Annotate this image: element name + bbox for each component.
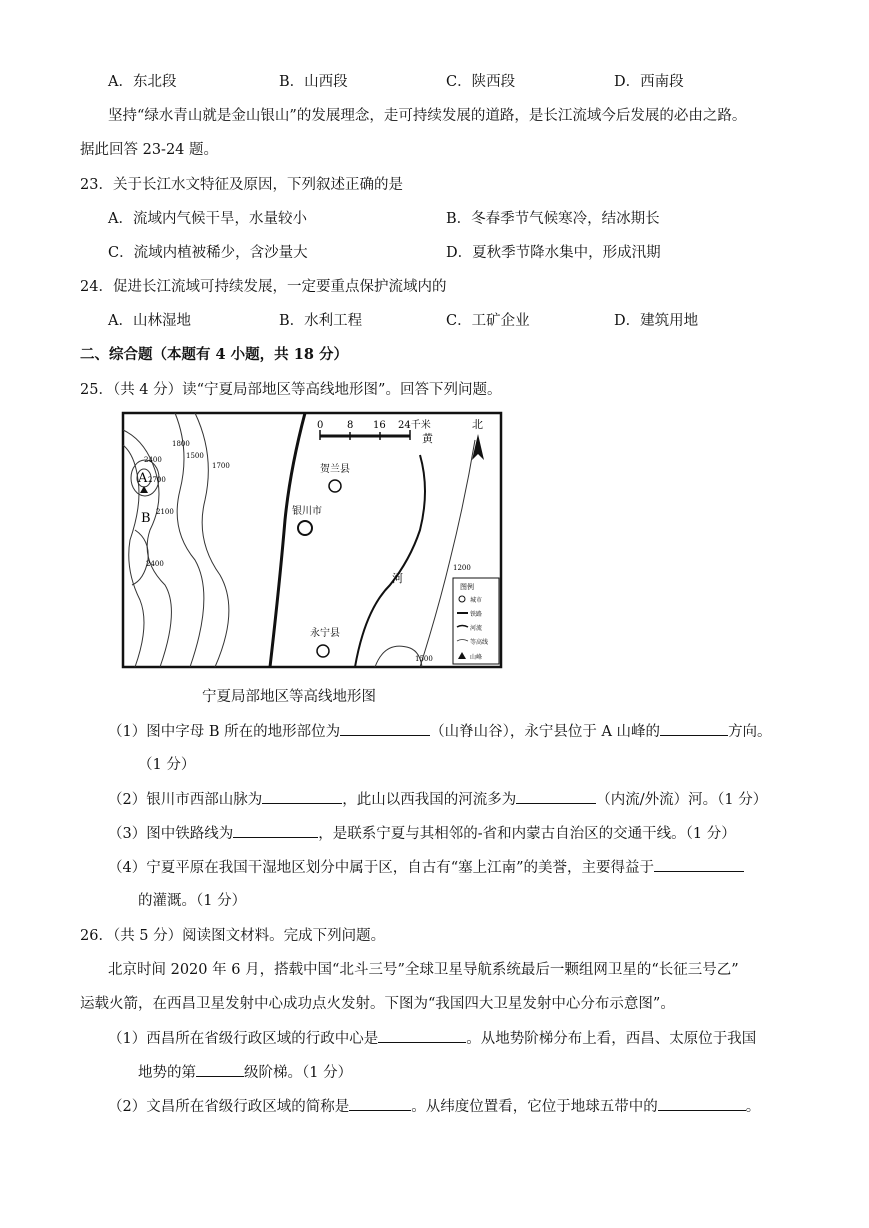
city-icon [298,521,312,535]
answer-blank[interactable] [654,857,744,872]
contour-line [132,530,148,585]
q26-material-line-2: 运载火箭，在西昌卫星发射中心成功点火发射。下图为“我国四大卫星发射中心分布示意图”。 [80,996,675,1012]
city-icon [329,480,341,492]
scale-bar [317,418,431,440]
q23-option-c: C．流域内植被稀少，含沙量大 [108,245,308,261]
river-line [355,455,425,667]
section-heading: 二、综合题（本题有 4 小题，共 18 分） [80,346,348,363]
city-label-yongning: 永宁县 [310,628,340,639]
q25-part3: （3）图中铁路线为 ，是联系宁夏与其相邻的-省和内蒙古自治区的交通干线。（1 分） [108,823,736,844]
intro-line-2: 据此回答 23-24 题。 [80,142,219,158]
city-icon [317,645,329,657]
point-a-label: A [138,471,148,486]
q25-stem: 25．（共 4 分）读“宁夏局部地区等高线地形图”。回答下列问题。 [80,382,502,398]
q23-option-a: A．流域内气候干旱，水量较小 [108,211,307,227]
contour-label: 1800 [172,440,190,448]
river-label: 黄 [422,432,433,445]
q23-option-b: B．冬春季节气候寒冷，结冰期长 [446,211,660,227]
q26-part1-cont: 地势的第 级阶梯。（1 分） [138,1062,352,1083]
legend-river: 河流 [470,625,483,632]
answer-blank[interactable] [658,1096,746,1111]
q26-part1: （1）西昌所在省级行政区域的行政中心是 。从地势阶梯分布上看，西昌、太原位于我国 [108,1028,756,1049]
contour-label: 2100 [156,508,174,516]
answer-blank[interactable] [196,1062,244,1077]
point-b-label: B [141,511,151,526]
contour-label: 1500 [186,452,204,460]
q24-option-d: D．建筑用地 [614,313,699,329]
q24-option-a: A．山林湿地 [108,313,191,329]
scale-label-0: 0 [317,420,324,431]
scale-label-16: 16 [373,420,386,431]
river-label: 河 [392,572,403,585]
ningxia-contour-map [120,410,505,672]
city-label-helan: 贺兰县 [320,464,350,475]
q24-stem: 24．促进长江流域可持续发展，一定要重点保护流域内的 [80,279,447,295]
scale-label-8: 8 [347,420,354,431]
q23-option-d: D．夏秋季节降水集中，形成汛期 [446,245,661,261]
railway-line [270,413,305,667]
answer-blank[interactable] [340,721,430,736]
answer-blank[interactable] [262,789,342,804]
legend-city: 城市 [470,597,483,604]
q25-part4-cont: 的灌溉。（1 分） [138,893,247,909]
contour-label: 2700 [148,476,166,484]
answer-blank[interactable] [516,789,596,804]
q24-option-b: B．水利工程 [279,313,363,329]
north-arrow-icon [472,418,484,460]
q22-option-a: A．东北段 [108,74,177,90]
contour-label: 1700 [212,462,230,470]
contour-label: 2400 [144,456,162,464]
q26-material-line-1: 北京时间 2020 年 6 月，搭载中国“北斗三号”全球卫星导航系统最后一颗组网卫星的“长征三号乙” [108,962,739,978]
map-legend [453,578,499,664]
q22-option-d: D．西南段 [614,74,684,90]
north-label: 北 [472,418,483,431]
scale-label-24: 24千米 [398,420,431,431]
q22-option-c: C．陕西段 [446,74,516,90]
answer-blank[interactable] [233,823,318,838]
q25-part1: （1）图中字母 B 所在的地形部位为 （山脊山谷），永宁县位于 A 山峰的 方向。 [108,721,772,742]
contour-label: 2400 [146,560,164,568]
q22-option-b: B．山西段 [279,74,348,90]
answer-blank[interactable] [378,1028,466,1043]
answer-blank[interactable] [349,1096,411,1111]
q23-stem: 23．关于长江水文特征及原因，下列叙述正确的是 [80,177,403,193]
legend-rail: 铁路 [470,611,483,618]
q25-part1-score: （1 分） [138,757,196,773]
intro-line-1: 坚持“绿水青山就是金山银山”的发展理念，走可持续发展的道路，是长江流域今后发展的必由之路。 [108,108,747,124]
legend-title: 图例 [460,583,474,591]
city-label-yinchuan: 银川市 [292,506,322,517]
contour-label: 1200 [453,564,471,572]
answer-blank[interactable] [660,721,728,736]
legend-contour: 等高线 [470,639,489,646]
contour-label: 1500 [415,655,433,663]
q26-part2: （2）文昌所在省级行政区域的简称是 。从纬度位置看，它位于地球五带中的 。 [108,1096,760,1117]
q25-part4: （4）宁夏平原在我国干湿地区划分中属于区，自古有“塞上江南”的美誉，主要得益于 [108,857,744,878]
q26-stem: 26．（共 5 分）阅读图文材料。完成下列问题。 [80,928,386,944]
legend-peak: 山峰 [470,654,483,661]
q25-part2: （2）银川市西部山脉为 ，此山以西我国的河流多为 （内流/外流）河。（1 分） [108,789,767,810]
q24-option-c: C．工矿企业 [446,313,530,329]
map-caption: 宁夏局部地区等高线地形图 [202,689,376,705]
peak-icon [140,486,148,493]
